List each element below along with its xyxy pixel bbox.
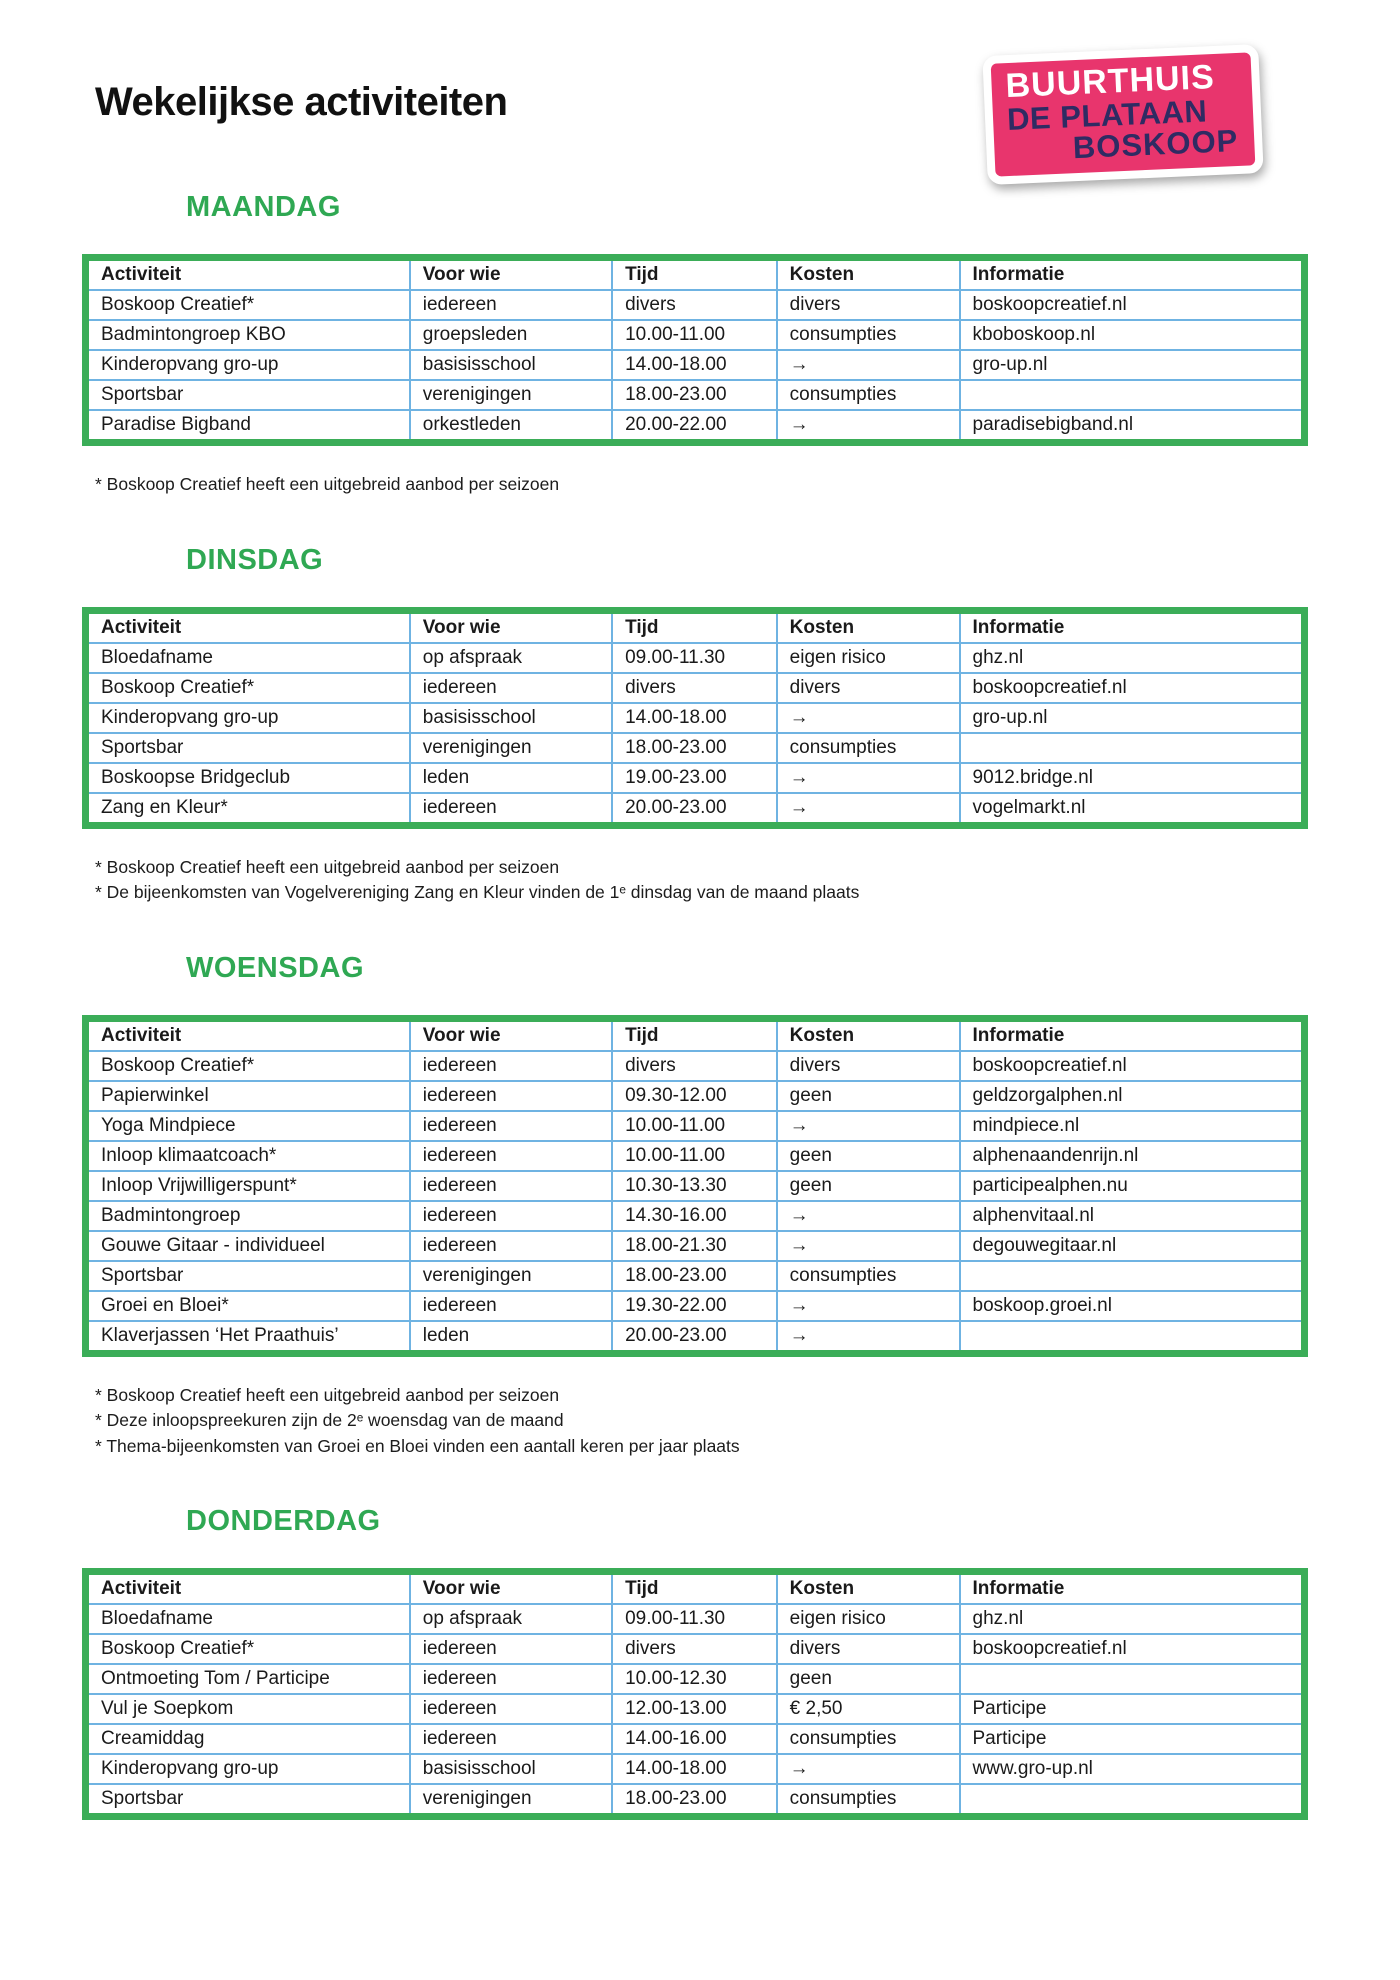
column-header-informatie: Informatie (960, 258, 1305, 291)
table-row (86, 793, 1305, 826)
cell-voor-wie: iedereen (410, 1171, 612, 1201)
table-row (86, 1634, 1305, 1664)
column-header-kosten: Kosten (777, 258, 960, 291)
cell-tijd: 09.30-12.00 (612, 1081, 777, 1111)
cell-tijd: 14.00-18.00 (612, 350, 777, 380)
table-row (86, 290, 1305, 320)
cell-kosten: consumpties (777, 320, 960, 350)
cell-tijd: 19.30-22.00 (612, 1291, 777, 1321)
cell-kosten: → (777, 1201, 960, 1231)
cell-informatie: degouwegitaar.nl (960, 1231, 1305, 1261)
cell-voor-wie: verenigingen (410, 733, 612, 763)
cell-kosten: divers (777, 1051, 960, 1081)
cell-informatie: boskoopcreatief.nl (960, 673, 1305, 703)
cell-activiteit: Vul je Soepkom (86, 1694, 410, 1724)
cell-informatie: alphenvitaal.nl (960, 1201, 1305, 1231)
activities-table-donderdag (82, 1568, 1308, 1820)
cell-kosten: → (777, 703, 960, 733)
cell-activiteit: Bloedafname (86, 1604, 410, 1634)
cell-voor-wie: iedereen (410, 1081, 612, 1111)
cell-voor-wie: verenigingen (410, 1784, 612, 1817)
cell-voor-wie: orkestleden (410, 410, 612, 443)
column-header-tijd: Tijd (612, 1572, 777, 1605)
cell-kosten: € 2,50 (777, 1694, 960, 1724)
column-header-kosten: Kosten (777, 610, 960, 643)
table-row (86, 703, 1305, 733)
cell-tijd: 14.00-18.00 (612, 703, 777, 733)
cell-activiteit: Gouwe Gitaar - individueel (86, 1231, 410, 1261)
cell-tijd: divers (612, 1051, 777, 1081)
cell-activiteit: Badmintongroep KBO (86, 320, 410, 350)
cell-tijd: 10.00-11.00 (612, 320, 777, 350)
cell-informatie: kboboskoop.nl (960, 320, 1305, 350)
cell-informatie: paradisebigband.nl (960, 410, 1305, 443)
day-heading-dinsdag: DINSDAG (186, 543, 324, 576)
day-section-dinsdag (0, 544, 1400, 906)
cell-voor-wie: iedereen (410, 1694, 612, 1724)
cell-kosten: → (777, 1321, 960, 1354)
cell-activiteit: Boskoop Creatief* (86, 1051, 410, 1081)
day-heading-maandag: MAANDAG (186, 191, 341, 223)
activities-table-woensdag (82, 1015, 1308, 1357)
cell-voor-wie: leden (410, 763, 612, 793)
cell-informatie: boskoopcreatief.nl (960, 1634, 1305, 1664)
cell-voor-wie: leden (410, 1321, 612, 1354)
cell-activiteit: Kinderopvang gro-up (86, 350, 410, 380)
cell-activiteit: Boskoop Creatief* (86, 673, 410, 703)
column-header-voor-wie: Voor wie (410, 1018, 612, 1051)
table-row (86, 1724, 1305, 1754)
column-header-informatie: Informatie (960, 1018, 1305, 1051)
column-header-activiteit: Activiteit (86, 610, 410, 643)
cell-voor-wie: op afspraak (410, 1604, 612, 1634)
cell-activiteit: Yoga Mindpiece (86, 1111, 410, 1141)
cell-kosten: divers (777, 673, 960, 703)
footnote: * Boskoop Creatief heeft een uitgebreid aanbod per seizoen (95, 474, 560, 494)
footnote: * De bijeenkomsten van Vogelvereniging Zang en Kleur vinden de 1ᵉ dinsdag van de maand plaats (95, 882, 860, 902)
table-row (86, 1231, 1305, 1261)
table-row (86, 410, 1305, 443)
table-row (86, 733, 1305, 763)
table-row (86, 320, 1305, 350)
table-row (86, 1664, 1305, 1694)
cell-tijd: 10.00-12.30 (612, 1664, 777, 1694)
table-row (86, 1754, 1305, 1784)
cell-tijd: 20.00-23.00 (612, 793, 777, 826)
cell-informatie: 9012.bridge.nl (960, 763, 1305, 793)
table-row (86, 1321, 1305, 1354)
cell-informatie: Participe (960, 1694, 1305, 1724)
header-row (86, 1572, 1305, 1605)
table-row (86, 1784, 1305, 1817)
cell-informatie: alphenaandenrijn.nl (960, 1141, 1305, 1171)
cell-activiteit: Klaverjassen ‘Het Praathuis’ (86, 1321, 410, 1354)
cell-voor-wie: verenigingen (410, 380, 612, 410)
cell-informatie (960, 1664, 1305, 1694)
cell-tijd: 18.00-23.00 (612, 1784, 777, 1817)
cell-kosten: → (777, 1291, 960, 1321)
cell-informatie (960, 1784, 1305, 1817)
logo-line-buurthuis: BUURTHUIS (1004, 57, 1216, 106)
column-header-activiteit: Activiteit (86, 1572, 410, 1605)
table-row (86, 1051, 1305, 1081)
table-row (86, 1111, 1305, 1141)
cell-kosten: divers (777, 290, 960, 320)
cell-informatie (960, 1321, 1305, 1354)
cell-voor-wie: iedereen (410, 1141, 612, 1171)
day-heading-woensdag: WOENSDAG (186, 951, 364, 984)
cell-activiteit: Kinderopvang gro-up (86, 703, 410, 733)
logo-line-de-plataan: DE PLATAAN (1006, 93, 1208, 137)
cell-activiteit: Sportsbar (86, 1261, 410, 1291)
page-title: Wekelijkse activiteiten (95, 80, 508, 124)
cell-voor-wie: basisisschool (410, 1754, 612, 1784)
cell-tijd: 19.00-23.00 (612, 763, 777, 793)
cell-kosten: consumpties (777, 380, 960, 410)
cell-voor-wie: iedereen (410, 1111, 612, 1141)
cell-voor-wie: iedereen (410, 290, 612, 320)
column-header-tijd: Tijd (612, 258, 777, 291)
cell-kosten: consumpties (777, 733, 960, 763)
table-row (86, 1261, 1305, 1291)
cell-activiteit: Inloop Vrijwilligerspunt* (86, 1171, 410, 1201)
activities-table-dinsdag (82, 607, 1308, 829)
day-section-maandag (0, 191, 1400, 498)
column-header-tijd: Tijd (612, 610, 777, 643)
cell-tijd: 10.30-13.30 (612, 1171, 777, 1201)
cell-voor-wie: basisisschool (410, 350, 612, 380)
cell-informatie: boskoopcreatief.nl (960, 1051, 1305, 1081)
cell-kosten: divers (777, 1634, 960, 1664)
footnotes-maandag (95, 472, 1400, 498)
cell-informatie: www.gro-up.nl (960, 1754, 1305, 1784)
logo-line-boskoop: BOSKOOP (1072, 123, 1240, 166)
table-row (86, 350, 1305, 380)
cell-tijd: divers (612, 290, 777, 320)
column-header-informatie: Informatie (960, 1572, 1305, 1605)
column-header-activiteit: Activiteit (86, 258, 410, 291)
cell-activiteit: Boskoop Creatief* (86, 290, 410, 320)
cell-kosten: geen (777, 1171, 960, 1201)
cell-informatie: Participe (960, 1724, 1305, 1754)
cell-tijd: 18.00-23.00 (612, 733, 777, 763)
cell-activiteit: Sportsbar (86, 1784, 410, 1817)
cell-activiteit: Bloedafname (86, 643, 410, 673)
cell-tijd: 14.30-16.00 (612, 1201, 777, 1231)
cell-kosten: → (777, 1111, 960, 1141)
cell-voor-wie: iedereen (410, 1051, 612, 1081)
cell-informatie: gro-up.nl (960, 703, 1305, 733)
cell-activiteit: Paradise Bigband (86, 410, 410, 443)
column-header-informatie: Informatie (960, 610, 1305, 643)
cell-informatie (960, 380, 1305, 410)
cell-kosten: → (777, 1231, 960, 1261)
table-row (86, 763, 1305, 793)
cell-activiteit: Papierwinkel (86, 1081, 410, 1111)
cell-voor-wie: iedereen (410, 1634, 612, 1664)
column-header-voor-wie: Voor wie (410, 610, 612, 643)
table-row (86, 1141, 1305, 1171)
footnote: * Deze inloopspreekuren zijn de 2ᵉ woensdag van de maand (95, 1410, 564, 1430)
cell-tijd: 12.00-13.00 (612, 1694, 777, 1724)
cell-voor-wie: basisisschool (410, 703, 612, 733)
footnote: * Boskoop Creatief heeft een uitgebreid aanbod per seizoen (95, 1384, 560, 1405)
cell-informatie: ghz.nl (960, 1604, 1305, 1634)
column-header-kosten: Kosten (777, 1018, 960, 1051)
cell-informatie: gro-up.nl (960, 350, 1305, 380)
cell-voor-wie: iedereen (410, 1291, 612, 1321)
header-row (86, 610, 1305, 643)
table-row (86, 1171, 1305, 1201)
cell-informatie: vogelmarkt.nl (960, 793, 1305, 826)
cell-kosten: → (777, 350, 960, 380)
cell-activiteit: Inloop klimaatcoach* (86, 1141, 410, 1171)
cell-voor-wie: iedereen (410, 1724, 612, 1754)
cell-kosten: consumpties (777, 1261, 960, 1291)
cell-kosten: → (777, 763, 960, 793)
cell-tijd: 18.00-21.30 (612, 1231, 777, 1261)
cell-kosten: eigen risico (777, 1604, 960, 1634)
table-row (86, 1604, 1305, 1634)
cell-voor-wie: iedereen (410, 1231, 612, 1261)
cell-tijd: 18.00-23.00 (612, 1261, 777, 1291)
cell-informatie: ghz.nl (960, 643, 1305, 673)
cell-voor-wie: iedereen (410, 793, 612, 826)
cell-tijd: 20.00-23.00 (612, 1321, 777, 1354)
cell-tijd: 09.00-11.30 (612, 1604, 777, 1634)
cell-informatie: mindpiece.nl (960, 1111, 1305, 1141)
cell-kosten: → (777, 410, 960, 443)
column-header-voor-wie: Voor wie (410, 258, 612, 291)
day-section-donderdag (0, 1505, 1400, 1820)
cell-voor-wie: verenigingen (410, 1261, 612, 1291)
cell-activiteit: Ontmoeting Tom / Participe (86, 1664, 410, 1694)
cell-informatie (960, 733, 1305, 763)
cell-activiteit: Badmintongroep (86, 1201, 410, 1231)
cell-tijd: 14.00-16.00 (612, 1724, 777, 1754)
cell-activiteit: Kinderopvang gro-up (86, 1754, 410, 1784)
cell-informatie: geldzorgalphen.nl (960, 1081, 1305, 1111)
column-header-kosten: Kosten (777, 1572, 960, 1605)
cell-informatie: participealphen.nu (960, 1171, 1305, 1201)
footnote: * Boskoop Creatief heeft een uitgebreid aanbod per seizoen (95, 856, 560, 877)
header-row (86, 1018, 1305, 1051)
cell-voor-wie: groepsleden (410, 320, 612, 350)
cell-kosten: consumpties (777, 1784, 960, 1817)
table-row (86, 1081, 1305, 1111)
day-sections (0, 191, 1400, 1820)
cell-kosten: consumpties (777, 1724, 960, 1754)
column-header-voor-wie: Voor wie (410, 1572, 612, 1605)
cell-informatie (960, 1261, 1305, 1291)
cell-tijd: 09.00-11.30 (612, 643, 777, 673)
cell-tijd: divers (612, 1634, 777, 1664)
table-row (86, 1201, 1305, 1231)
column-header-tijd: Tijd (612, 1018, 777, 1051)
table-row (86, 673, 1305, 703)
activities-table-maandag (82, 254, 1308, 446)
cell-activiteit: Creamiddag (86, 1724, 410, 1754)
cell-kosten: geen (777, 1141, 960, 1171)
cell-kosten: geen (777, 1664, 960, 1694)
cell-activiteit: Boskoopse Bridgeclub (86, 763, 410, 793)
cell-tijd: divers (612, 673, 777, 703)
cell-voor-wie: op afspraak (410, 643, 612, 673)
buurthuis-de-plataan-logo (982, 44, 1263, 185)
cell-activiteit: Sportsbar (86, 733, 410, 763)
table-row (86, 380, 1305, 410)
column-header-activiteit: Activiteit (86, 1018, 410, 1051)
header-row (86, 258, 1305, 291)
cell-kosten: eigen risico (777, 643, 960, 673)
cell-tijd: 10.00-11.00 (612, 1111, 777, 1141)
table-row (86, 1291, 1305, 1321)
cell-informatie: boskoopcreatief.nl (960, 290, 1305, 320)
footnote: * Thema-bijeenkomsten van Groei en Bloei vinden een aantall keren per jaar plaats (95, 1435, 740, 1456)
cell-tijd: 14.00-18.00 (612, 1754, 777, 1784)
cell-tijd: 10.00-11.00 (612, 1141, 777, 1171)
cell-kosten: geen (777, 1081, 960, 1111)
cell-informatie: boskoop.groei.nl (960, 1291, 1305, 1321)
table-row (86, 1694, 1305, 1724)
footnotes-woensdag (95, 1383, 1400, 1460)
cell-kosten: → (777, 1754, 960, 1784)
cell-activiteit: Zang en Kleur* (86, 793, 410, 826)
cell-voor-wie: iedereen (410, 1201, 612, 1231)
cell-voor-wie: iedereen (410, 673, 612, 703)
cell-tijd: 18.00-23.00 (612, 380, 777, 410)
cell-tijd: 20.00-22.00 (612, 410, 777, 443)
day-section-woensdag (0, 952, 1400, 1460)
cell-kosten: → (777, 793, 960, 826)
table-row (86, 643, 1305, 673)
day-heading-donderdag: DONDERDAG (186, 1505, 381, 1537)
cell-voor-wie: iedereen (410, 1664, 612, 1694)
cell-activiteit: Sportsbar (86, 380, 410, 410)
footnotes-dinsdag (95, 855, 1400, 906)
cell-activiteit: Boskoop Creatief* (86, 1634, 410, 1664)
cell-activiteit: Groei en Bloei* (86, 1291, 410, 1321)
